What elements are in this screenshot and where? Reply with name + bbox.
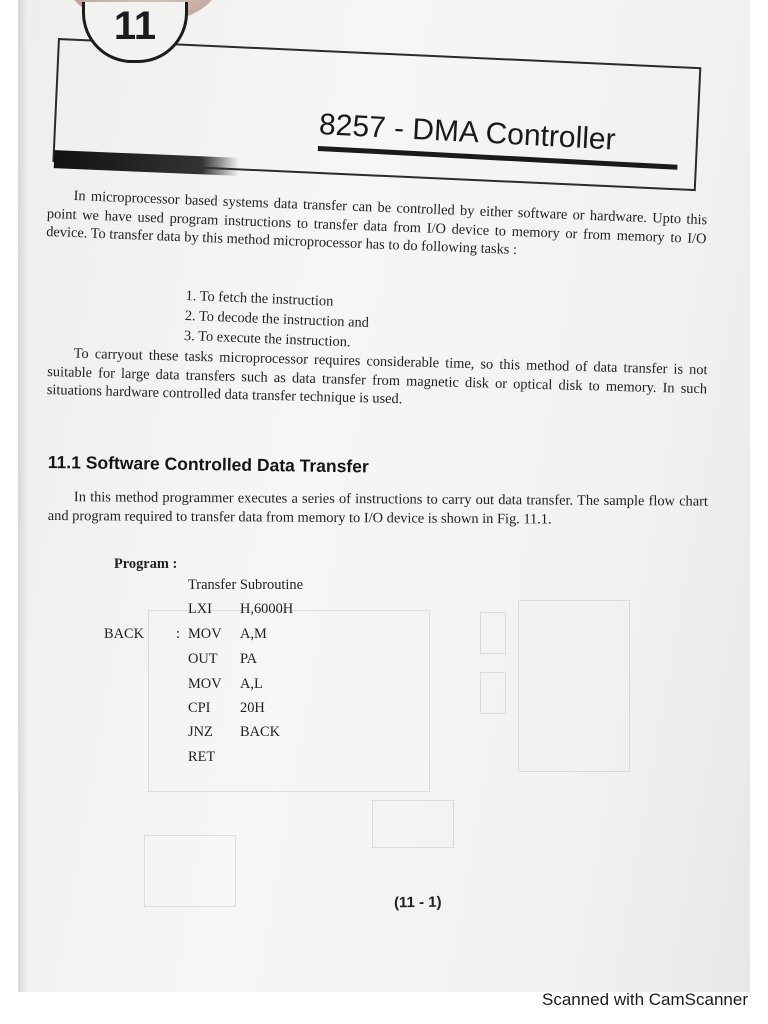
bleed-through-box bbox=[372, 800, 454, 848]
task-item: 3. To execute the instruction. bbox=[183, 327, 351, 351]
page-edge-shadow bbox=[18, 0, 28, 992]
intro-paragraph-2 bbox=[47, 344, 708, 417]
code-operand: BACK bbox=[240, 724, 280, 740]
task-item: 1. To fetch the instruction bbox=[185, 287, 334, 310]
code-operand: 20H bbox=[240, 700, 265, 716]
scanner-watermark: Scanned with CamScanner bbox=[541, 990, 748, 1009]
intro-paragraph-1 bbox=[46, 186, 708, 267]
bleed-through-box bbox=[480, 612, 506, 654]
code-operand: A,L bbox=[240, 676, 263, 692]
scanned-page bbox=[18, 0, 750, 992]
code-mnemonic: RET bbox=[188, 749, 216, 765]
code-label: BACK bbox=[104, 626, 144, 642]
code-mnemonic: OUT bbox=[188, 651, 218, 667]
task-list bbox=[184, 286, 370, 353]
intro-paragraph-2-text: To carryout these tasks microprocessor requires considerable time, so this method of data transfer is not suitable for large data transfers such as data transfer from magnetic disk or optical disk to memory. In such situations hardware controlled data transfer technique is used. bbox=[46, 345, 708, 408]
section-paragraph-text: In this method programmer executes a series of instructions to carry out data transfer. The sample flow chart and program required to transfer data from memory to I/O device is shown in Fig. 11.1. bbox=[47, 489, 708, 528]
bleed-through-box bbox=[144, 835, 236, 907]
section-heading: 11.1 Software Controlled Data Transfer bbox=[47, 452, 369, 477]
code-operand: PA bbox=[240, 651, 258, 667]
code-mnemonic: LXI bbox=[188, 601, 212, 617]
code-mnemonic: MOV bbox=[188, 626, 222, 642]
page-number: (11 - 1) bbox=[393, 893, 442, 912]
code-mnemonic: CPI bbox=[188, 700, 211, 716]
intro-paragraph-1-text: In microprocessor based systems data transfer can be controlled by either software or hardware. Upto this point we have used program instructions to transfer data from I/O device to memory or from memory to I/O device. To transfer data by this method microprocessor has to do following tasks : bbox=[45, 187, 708, 259]
bleed-through-box bbox=[518, 600, 630, 772]
task-item: 2. To decode the instruction and bbox=[184, 307, 370, 332]
code-mnemonic: JNZ bbox=[188, 724, 213, 740]
bleed-through-box bbox=[480, 672, 506, 714]
code-mnemonic: MOV bbox=[188, 676, 222, 692]
program-label: Program : bbox=[114, 556, 178, 572]
code-label-colon: : bbox=[176, 626, 180, 642]
section-paragraph bbox=[48, 488, 708, 530]
code-operand: H,6000H bbox=[240, 601, 294, 617]
program-header: Transfer Subroutine bbox=[188, 577, 303, 593]
chapter-number-badge: 11 bbox=[82, 2, 188, 63]
chapter-title: 8257 - DMA Controller bbox=[318, 108, 617, 157]
code-operand: A,M bbox=[240, 626, 267, 642]
